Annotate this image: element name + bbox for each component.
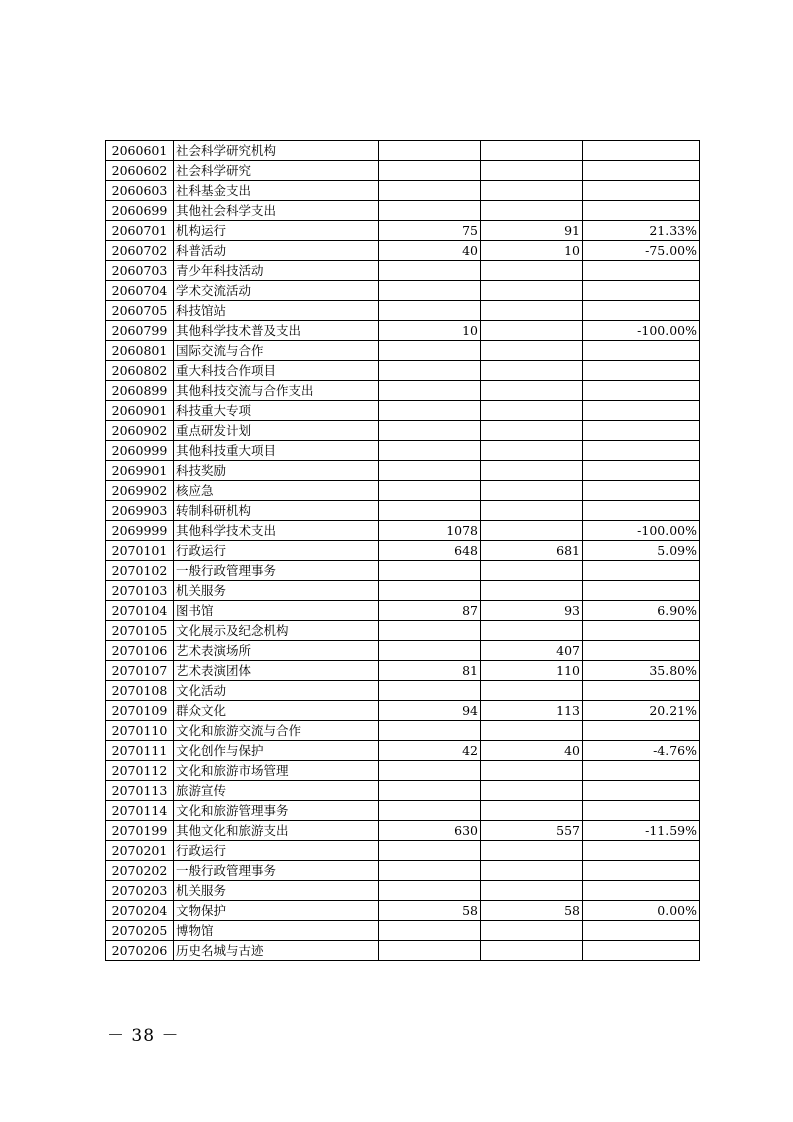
prior-amount-cell: 40 xyxy=(379,241,481,261)
current-amount-cell: 681 xyxy=(481,541,583,561)
item-name-cell: 机关服务 xyxy=(174,581,379,601)
change-percent-cell xyxy=(583,201,700,221)
table-row xyxy=(106,581,700,601)
change-percent-cell xyxy=(583,841,700,861)
item-name-cell: 文物保护 xyxy=(174,901,379,921)
item-code-cell: 2070111 xyxy=(106,741,174,761)
item-code-cell: 2060999 xyxy=(106,441,174,461)
change-percent-cell xyxy=(583,481,700,501)
item-code-cell: 2070102 xyxy=(106,561,174,581)
table-row xyxy=(106,701,700,721)
current-amount-cell xyxy=(481,341,583,361)
current-amount-cell xyxy=(481,141,583,161)
current-amount-cell xyxy=(481,761,583,781)
prior-amount-cell xyxy=(379,881,481,901)
item-code-cell: 2060799 xyxy=(106,321,174,341)
table-row xyxy=(106,181,700,201)
prior-amount-cell xyxy=(379,761,481,781)
item-code-cell: 2070109 xyxy=(106,701,174,721)
item-code-cell: 2069901 xyxy=(106,461,174,481)
prior-amount-cell xyxy=(379,721,481,741)
item-code-cell: 2060699 xyxy=(106,201,174,221)
item-name-cell: 科技重大专项 xyxy=(174,401,379,421)
item-name-cell: 重大科技合作项目 xyxy=(174,361,379,381)
prior-amount-cell: 94 xyxy=(379,701,481,721)
prior-amount-cell xyxy=(379,921,481,941)
table-row xyxy=(106,741,700,761)
item-name-cell: 社会科学研究机构 xyxy=(174,141,379,161)
item-code-cell: 2070204 xyxy=(106,901,174,921)
current-amount-cell xyxy=(481,561,583,581)
item-name-cell: 其他社会科学支出 xyxy=(174,201,379,221)
change-percent-cell xyxy=(583,581,700,601)
prior-amount-cell xyxy=(379,361,481,381)
item-name-cell: 其他科技交流与合作支出 xyxy=(174,381,379,401)
item-name-cell: 社科基金支出 xyxy=(174,181,379,201)
table-row xyxy=(106,421,700,441)
item-code-cell: 2060902 xyxy=(106,421,174,441)
current-amount-cell xyxy=(481,181,583,201)
item-code-cell: 2070104 xyxy=(106,601,174,621)
item-name-cell: 一般行政管理事务 xyxy=(174,561,379,581)
item-name-cell: 科普活动 xyxy=(174,241,379,261)
item-code-cell: 2060901 xyxy=(106,401,174,421)
current-amount-cell xyxy=(481,941,583,961)
table-row xyxy=(106,281,700,301)
prior-amount-cell xyxy=(379,561,481,581)
current-amount-cell xyxy=(481,501,583,521)
item-code-cell: 2070205 xyxy=(106,921,174,941)
change-percent-cell xyxy=(583,381,700,401)
item-name-cell: 艺术表演场所 xyxy=(174,641,379,661)
prior-amount-cell xyxy=(379,201,481,221)
item-name-cell: 图书馆 xyxy=(174,601,379,621)
current-amount-cell: 40 xyxy=(481,741,583,761)
change-percent-cell xyxy=(583,781,700,801)
item-code-cell: 2069999 xyxy=(106,521,174,541)
item-name-cell: 文化创作与保护 xyxy=(174,741,379,761)
change-percent-cell xyxy=(583,561,700,581)
change-percent-cell xyxy=(583,261,700,281)
prior-amount-cell: 630 xyxy=(379,821,481,841)
table-row xyxy=(106,841,700,861)
change-percent-cell: 35.80% xyxy=(583,661,700,681)
current-amount-cell: 91 xyxy=(481,221,583,241)
change-percent-cell xyxy=(583,621,700,641)
table-body xyxy=(106,141,700,961)
item-code-cell: 2060705 xyxy=(106,301,174,321)
prior-amount-cell xyxy=(379,461,481,481)
prior-amount-cell xyxy=(379,641,481,661)
prior-amount-cell xyxy=(379,621,481,641)
current-amount-cell xyxy=(481,161,583,181)
item-name-cell: 科技奖励 xyxy=(174,461,379,481)
item-code-cell: 2060899 xyxy=(106,381,174,401)
prior-amount-cell: 1078 xyxy=(379,521,481,541)
table-row xyxy=(106,901,700,921)
change-percent-cell xyxy=(583,301,700,321)
change-percent-cell xyxy=(583,721,700,741)
table-row xyxy=(106,261,700,281)
item-name-cell: 重点研发计划 xyxy=(174,421,379,441)
item-code-cell: 2070105 xyxy=(106,621,174,641)
item-code-cell: 2070114 xyxy=(106,801,174,821)
item-code-cell: 2070112 xyxy=(106,761,174,781)
item-name-cell: 其他科技重大项目 xyxy=(174,441,379,461)
change-percent-cell xyxy=(583,761,700,781)
item-name-cell: 其他文化和旅游支出 xyxy=(174,821,379,841)
prior-amount-cell: 648 xyxy=(379,541,481,561)
change-percent-cell: 6.90% xyxy=(583,601,700,621)
prior-amount-cell xyxy=(379,401,481,421)
change-percent-cell xyxy=(583,281,700,301)
prior-amount-cell xyxy=(379,441,481,461)
table-row xyxy=(106,381,700,401)
item-name-cell: 科技馆站 xyxy=(174,301,379,321)
current-amount-cell xyxy=(481,201,583,221)
change-percent-cell xyxy=(583,641,700,661)
table-row xyxy=(106,501,700,521)
item-name-cell: 群众文化 xyxy=(174,701,379,721)
table-row xyxy=(106,241,700,261)
prior-amount-cell: 81 xyxy=(379,661,481,681)
table-row xyxy=(106,941,700,961)
table-row xyxy=(106,761,700,781)
change-percent-cell: 5.09% xyxy=(583,541,700,561)
change-percent-cell xyxy=(583,681,700,701)
table-row xyxy=(106,861,700,881)
table-row xyxy=(106,361,700,381)
item-code-cell: 2070203 xyxy=(106,881,174,901)
prior-amount-cell xyxy=(379,301,481,321)
table-row xyxy=(106,521,700,541)
table-row xyxy=(106,221,700,241)
item-name-cell: 艺术表演团体 xyxy=(174,661,379,681)
change-percent-cell xyxy=(583,941,700,961)
current-amount-cell xyxy=(481,721,583,741)
current-amount-cell xyxy=(481,921,583,941)
change-percent-cell xyxy=(583,801,700,821)
prior-amount-cell: 10 xyxy=(379,321,481,341)
table-row xyxy=(106,401,700,421)
item-code-cell: 2070107 xyxy=(106,661,174,681)
table-row xyxy=(106,341,700,361)
table-row xyxy=(106,881,700,901)
item-code-cell: 2069903 xyxy=(106,501,174,521)
item-name-cell: 历史名城与古迹 xyxy=(174,941,379,961)
table-row xyxy=(106,621,700,641)
prior-amount-cell xyxy=(379,281,481,301)
change-percent-cell xyxy=(583,441,700,461)
prior-amount-cell xyxy=(379,941,481,961)
prior-amount-cell xyxy=(379,181,481,201)
change-percent-cell xyxy=(583,181,700,201)
change-percent-cell xyxy=(583,161,700,181)
item-name-cell: 其他科学技术普及支出 xyxy=(174,321,379,341)
item-name-cell: 核应急 xyxy=(174,481,379,501)
table-row xyxy=(106,801,700,821)
current-amount-cell xyxy=(481,681,583,701)
item-code-cell: 2069902 xyxy=(106,481,174,501)
current-amount-cell xyxy=(481,261,583,281)
current-amount-cell: 113 xyxy=(481,701,583,721)
prior-amount-cell: 42 xyxy=(379,741,481,761)
table-row xyxy=(106,681,700,701)
current-amount-cell xyxy=(481,461,583,481)
table-row xyxy=(106,141,700,161)
change-percent-cell xyxy=(583,401,700,421)
item-code-cell: 2060603 xyxy=(106,181,174,201)
change-percent-cell: -100.00% xyxy=(583,321,700,341)
prior-amount-cell xyxy=(379,481,481,501)
prior-amount-cell xyxy=(379,421,481,441)
prior-amount-cell: 75 xyxy=(379,221,481,241)
item-name-cell: 其他科学技术支出 xyxy=(174,521,379,541)
item-name-cell: 一般行政管理事务 xyxy=(174,861,379,881)
table-row xyxy=(106,201,700,221)
item-code-cell: 2070110 xyxy=(106,721,174,741)
current-amount-cell: 110 xyxy=(481,661,583,681)
item-code-cell: 2060702 xyxy=(106,241,174,261)
table-row xyxy=(106,601,700,621)
item-code-cell: 2070201 xyxy=(106,841,174,861)
prior-amount-cell xyxy=(379,861,481,881)
current-amount-cell xyxy=(481,621,583,641)
item-code-cell: 2070202 xyxy=(106,861,174,881)
prior-amount-cell xyxy=(379,841,481,861)
item-name-cell: 旅游宣传 xyxy=(174,781,379,801)
page-number: － 38 － xyxy=(107,1026,180,1046)
item-name-cell: 学术交流活动 xyxy=(174,281,379,301)
table-row xyxy=(106,561,700,581)
item-code-cell: 2060703 xyxy=(106,261,174,281)
change-percent-cell: -4.76% xyxy=(583,741,700,761)
table-row xyxy=(106,481,700,501)
prior-amount-cell: 58 xyxy=(379,901,481,921)
item-name-cell: 博物馆 xyxy=(174,921,379,941)
current-amount-cell: 10 xyxy=(481,241,583,261)
current-amount-cell xyxy=(481,841,583,861)
current-amount-cell xyxy=(481,361,583,381)
current-amount-cell xyxy=(481,781,583,801)
current-amount-cell xyxy=(481,801,583,821)
current-amount-cell xyxy=(481,401,583,421)
change-percent-cell: 21.33% xyxy=(583,221,700,241)
change-percent-cell xyxy=(583,501,700,521)
table-row xyxy=(106,781,700,801)
change-percent-cell: 20.21% xyxy=(583,701,700,721)
item-code-cell: 2070101 xyxy=(106,541,174,561)
table-row xyxy=(106,641,700,661)
current-amount-cell xyxy=(481,441,583,461)
item-name-cell: 文化和旅游交流与合作 xyxy=(174,721,379,741)
table-row xyxy=(106,161,700,181)
current-amount-cell xyxy=(481,301,583,321)
change-percent-cell: -75.00% xyxy=(583,241,700,261)
table-row xyxy=(106,821,700,841)
prior-amount-cell xyxy=(379,501,481,521)
prior-amount-cell xyxy=(379,161,481,181)
table-row xyxy=(106,441,700,461)
item-code-cell: 2070199 xyxy=(106,821,174,841)
current-amount-cell: 58 xyxy=(481,901,583,921)
current-amount-cell xyxy=(481,481,583,501)
prior-amount-cell xyxy=(379,801,481,821)
table-row xyxy=(106,321,700,341)
current-amount-cell xyxy=(481,281,583,301)
item-code-cell: 2060801 xyxy=(106,341,174,361)
change-percent-cell xyxy=(583,861,700,881)
table-row xyxy=(106,661,700,681)
item-code-cell: 2060601 xyxy=(106,141,174,161)
item-name-cell: 国际交流与合作 xyxy=(174,341,379,361)
current-amount-cell xyxy=(481,861,583,881)
item-name-cell: 行政运行 xyxy=(174,841,379,861)
prior-amount-cell xyxy=(379,381,481,401)
table-row xyxy=(106,541,700,561)
item-name-cell: 文化活动 xyxy=(174,681,379,701)
budget-table xyxy=(105,140,700,961)
item-code-cell: 2060704 xyxy=(106,281,174,301)
current-amount-cell xyxy=(481,321,583,341)
current-amount-cell xyxy=(481,381,583,401)
change-percent-cell xyxy=(583,341,700,361)
item-code-cell: 2070108 xyxy=(106,681,174,701)
change-percent-cell: -100.00% xyxy=(583,521,700,541)
item-code-cell: 2060802 xyxy=(106,361,174,381)
table-row xyxy=(106,921,700,941)
item-name-cell: 文化展示及纪念机构 xyxy=(174,621,379,641)
current-amount-cell xyxy=(481,881,583,901)
table-row xyxy=(106,301,700,321)
current-amount-cell xyxy=(481,521,583,541)
change-percent-cell xyxy=(583,421,700,441)
item-code-cell: 2070103 xyxy=(106,581,174,601)
prior-amount-cell xyxy=(379,781,481,801)
current-amount-cell xyxy=(481,581,583,601)
change-percent-cell xyxy=(583,881,700,901)
item-code-cell: 2060602 xyxy=(106,161,174,181)
prior-amount-cell: 87 xyxy=(379,601,481,621)
prior-amount-cell xyxy=(379,261,481,281)
table-row xyxy=(106,461,700,481)
item-code-cell: 2070206 xyxy=(106,941,174,961)
change-percent-cell xyxy=(583,361,700,381)
item-name-cell: 机构运行 xyxy=(174,221,379,241)
change-percent-cell: -11.59% xyxy=(583,821,700,841)
item-name-cell: 文化和旅游管理事务 xyxy=(174,801,379,821)
item-name-cell: 文化和旅游市场管理 xyxy=(174,761,379,781)
change-percent-cell: 0.00% xyxy=(583,901,700,921)
current-amount-cell: 407 xyxy=(481,641,583,661)
change-percent-cell xyxy=(583,461,700,481)
prior-amount-cell xyxy=(379,141,481,161)
prior-amount-cell xyxy=(379,581,481,601)
item-code-cell: 2070106 xyxy=(106,641,174,661)
item-name-cell: 社会科学研究 xyxy=(174,161,379,181)
change-percent-cell xyxy=(583,921,700,941)
current-amount-cell: 93 xyxy=(481,601,583,621)
current-amount-cell: 557 xyxy=(481,821,583,841)
prior-amount-cell xyxy=(379,681,481,701)
prior-amount-cell xyxy=(379,341,481,361)
table-row xyxy=(106,721,700,741)
item-name-cell: 机关服务 xyxy=(174,881,379,901)
item-code-cell: 2070113 xyxy=(106,781,174,801)
item-name-cell: 行政运行 xyxy=(174,541,379,561)
item-name-cell: 青少年科技活动 xyxy=(174,261,379,281)
change-percent-cell xyxy=(583,141,700,161)
current-amount-cell xyxy=(481,421,583,441)
item-code-cell: 2060701 xyxy=(106,221,174,241)
item-name-cell: 转制科研机构 xyxy=(174,501,379,521)
